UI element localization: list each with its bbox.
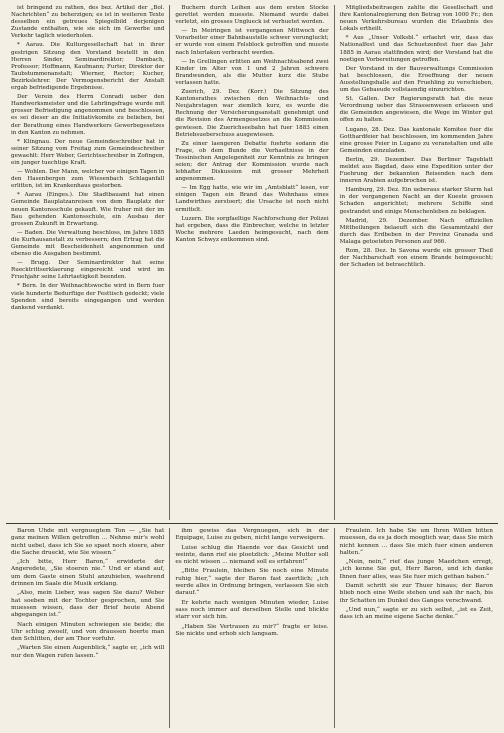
news-column-2 [169, 5, 333, 520]
news-column-3 [334, 5, 498, 520]
story-paragraph: ihm gewiss das Vergnuegen, sich in der Equipage, Luise zu geben, nicht lange verweigern. [175, 528, 329, 542]
news-columns [6, 5, 498, 520]
story-paragraph: Baron Uhde mit vergnuegtem Ton — „Sie hat ganz meinen Willen getroffen ... Nehme mir's wohl nicht uebel, dass ich Sie so spaet noch stoere, aber die Sache drueckt, wie Sie wissen.“ [11, 528, 165, 556]
news-paragraph: Zuerich, 29. Dez. (Korr.) Die Sitzung des Kantonsrathes zwischen den Weihnachts- und Neujahrstagen war ziemlich kurz, es wurde die Rechnung der Versicherungsanstalt genehmigt und die Revision des Armengesetzes an die Kommission gewiesen. Die Zuerichseebahn hat fuer 1883 einen Betriebsueberschuss ausgewiesen. [175, 89, 329, 138]
feuilleton-column-2 [169, 528, 333, 728]
story-paragraph: Fraulein. Ich habe Sie um Ihren Willen bitten muessen, da es ja doch moeglich war, dass Sie mich nicht kennen ... dass Sie mich fuer einen anderen halten.“ [339, 528, 493, 556]
story-paragraph: Luise schlug die Haende vor das Gesicht und weinte, dann rief sie ploetzlich: „Meine Mutter soll es nicht wissen ... niemand soll es erfahren!“ [175, 544, 329, 566]
news-column-1 [6, 5, 169, 520]
news-paragraph: — Im Egg hatte, wie wir im „Amtsblatt“ lesen, vor einigen Tagen ein Brand das Wohnhaus eines Landwirthes zerstoert; die Ursache ist noch nicht ermittelt. [175, 185, 329, 213]
news-paragraph: — Baden. Die Verwaltung beschloss, im Jahre 1885 die Kurhausanstalt zu verbessern; den Ertrag hat die Gemeinde mit Bescheidenheit angenommen und ebenso die Ausgaben bestimmt. [11, 229, 165, 258]
story-paragraph: „Also, mein Lieber, was sagen Sie dazu? Weber hat soeben mit der Tochter gesprochen, und Sie muessen wissen, dass der Brief heute Abend abgegangen ist.“ [11, 590, 165, 619]
story-paragraph: „Warten Sie einen Augenblick,“ sagte er, „ich will nur den Wagen rufen lassen.“ [11, 645, 165, 659]
feuilleton-column-3 [334, 528, 498, 728]
news-paragraph: Rom, 28. Dez. In Savona wurde ein grosser Theil der Nachbarschaft von einem Brande heimgesucht; der Schaden ist betraechtlich. [339, 248, 493, 269]
story-paragraph: „Bitte Fraulein, bleiben Sie noch eine Minute ruhig hier,“ sagte der Baron fast zaertlich; „ich werde alles in Ordnung bringen, verlassen Sie sich darauf.“ [175, 568, 329, 597]
feuilleton-column-1 [6, 528, 169, 728]
news-paragraph: Hamburg, 29. Dez. Ein ueberaus starker Sturm hat in der vergangenen Nacht an der Kueste grossen Schaden angerichtet; mehrere Schiffe sind gestrandet und einige Menschenleben zu beklagen. [339, 187, 493, 215]
news-paragraph: Mitgliedsbeitraegen zahlte die Gesellschaft und ihre Kantonalregierung den Betrag von 1000 Fr.; den neuen Verkehrsbureau wurden die Erlaubnis des Lokals ertheilt. [339, 5, 493, 33]
story-paragraph: Damit schritt sie zur Thuer hinaus; der Baron blieb noch eine Weile stehen und sah ihr nach, bis ihr Schatten im Dunkel des Ganges verschwand. [339, 583, 493, 604]
news-paragraph: * Aarau. Die Kulturgesellschaft hat in ihrer gestrigen Sitzung den Vorstand bestellt in den Herren Sinder, Seminardirektor; Dambach, Professor; Hoffmann, Kaufmann; Furter, Direktor der Taubstummenanstalt; Wierner, Rector; Kucher, Bezirkslehrer. Der Vermogensbericht der Anstalt ergab befriedigende Ergebnisse. [11, 42, 165, 92]
news-paragraph: Buchern durch Leihen aus dem ersten Stocke gerettet werden muesste. Niemand wurde dabei verletzt, ein grosses Unglueck ist verhuetet worden. [175, 5, 329, 26]
story-paragraph: „Nein, nein,“ rief das junge Maedchen erregt, „ich kenne Sie gut, Herr Baron, und ich danke Ihnen fuer alles, was Sie fuer mich gethan haben.“ [339, 559, 493, 580]
news-paragraph: Lugano, 28. Dez. Das kantonale Komitee fuer die Gotthardfeier hat beschlossen, im kommenden Jahre eine grosse Feier in Lugano zu veranstalten und alle Gemeinden einzuladen. [339, 126, 493, 154]
news-paragraph: Berlin, 29. Dezember. Das Berliner Tageblatt meldet aus Bagdad, dass eine Expedition unter der Fuehrung der bekannten Reisenden nach dem inneren Arabien aufgebrochen ist. [339, 156, 493, 185]
news-paragraph: * Aarau (Einges.). Die Stadtbauamt hat einen Gemeinde Bauplatzanreisen von dem Bauplatz der neuen Kantonsschule gekauft. Wie fruher mit der im Bau gehenden Kantonsschule, ein Ausbau der grossen Zukunft in Erwartung. [11, 192, 165, 227]
news-paragraph: ist bringend zu rathen, des bez. Artikel der „Bol. Nachrichten“ zu beherzigen; es ist in weiteren Texte desselben ein getreues Spiegelbild derjenigen Zustande enthalten, wie sie sich im Gewerbe und Verkehr taglich wiederholen. [11, 5, 165, 40]
feuilleton-divider [6, 523, 498, 524]
news-paragraph: * Aus „Unser Volksbl.“ erfaehrt wir, dass das Nationalfest und das Schuetzenfest fuer das Jahr 1885 in Aarau stattfinden wird; der Vorstand hat die noetigen Vorbereitungen getroffen. [339, 35, 493, 63]
news-paragraph: Der Vorstand in der Bauverwaltungs Commission hat beschlossen, die Eroeffnung der neuen Ausstellungshalle auf den Fruehling zu verschieben, um das Gebaeude vollstaendig einzurichten. [339, 65, 493, 94]
news-paragraph: Luzern. Die sorgfaeltige Nachforschung der Polizei hat ergeben, dass die Einbrecher, welche in letzter Woche mehrere Laeden heimgesucht, nach dem Kanton Schwyz entkommen sind. [175, 215, 329, 243]
news-paragraph: * Klingnau. Der neue Gemeindeschreiber hat in seiner Sitzung vom Freitag zum Gemeindeschreiber gewaehlt: Herr Weber, Gerichtsschreiber in Zofingen, ein junger tuechtige Kraft. [11, 138, 165, 166]
feuilleton-columns [6, 528, 498, 728]
news-paragraph: — In Meiringen ist vergangenen Mittwoch der Vorarbeiter einer Bahnbaustelle schwer verungluckt; er wurde von einem Felsblock getroffen und musste nach Interlaken verbracht werden. [175, 28, 329, 56]
news-paragraph: Der Verein des Herrn Conradi ueber den Handwerksmeister und die Lehrlingsfrage wurde mit grosser Befriedigung angenommen und beschlossen, es sei dieser an die Initiativkomite zu belieben, bei der Berathung eines Handwerkers Gewerbegesetzes in den Kanton zu nehmen. [11, 94, 165, 136]
story-paragraph: Er kehrte nach wenigen Minuten wieder, Luise sass noch immer auf derselben Stelle und blickte starr vor sich hin. [175, 599, 329, 621]
news-paragraph: — Wohlen. Der Mann, welcher vor einigen Tagen in den Hasenbergen zum Wiesenbach Schlaganfall erlitten, ist im Krankenhaus gestorben. [11, 169, 165, 190]
story-paragraph: Nach einigen Minuten schwiegen sie beide; die Uhr schlug zwoelf, und von draussen hoerte man den Schlitten, der am Thor vorfuhr. [11, 621, 165, 643]
news-paragraph: — In Grellingen erlitten am Weihnachtsabend zwei Kinder im Alter von 1 und 2 Jahren schwere Brandwunden, als die Mutter kurz die Stube verlassen hatte. [175, 58, 329, 86]
story-paragraph: „Und nun,“ sagte er zu sich selbst, „ist es Zeit, dass ich an meine eigene Sache denke.“ [339, 606, 493, 621]
news-paragraph: Madrid, 29. Dezember. Nach offiziellen Mittheilungen belaeuft sich die Gesammtzahl der durch das Erdbeben in der Provinz Granada und Malaga getoeteten Personen auf 966. [339, 217, 493, 245]
story-paragraph: „Haben Sie Vertrauen zu mir?“ fragte er leise. Sie nickte und erhob sich langsam. [175, 623, 329, 637]
news-paragraph: Zu einer laengeren Debatte fuehrte sodann die Frage, ob dem Bunde die Verhaeltnisse in der Tessinischen Angelegenheit zur Kenntnis zu bringen seien; der Antrag der Kommission wurde nach lebhafter Diskussion mit grosser Mehrheit angenommen. [175, 140, 329, 183]
news-paragraph: St. Gallen. Der Regierungsrath hat die neue Verordnung ueber das Strassenwesen erlassen und die Gemeinden angewiesen, die Wege im Winter gut offen zu halten. [339, 96, 493, 124]
story-paragraph: „Ich bitte, Herr Baron,“ erwiderte der Angeredete, „Sie stoeren nie.“ Und er stand auf, um dem Gaste einen Stuhl anzubieten, waehrend drinnen im Saale die Musik erklang. [11, 559, 165, 588]
news-paragraph: — Brugg. Der Seminardirektor hat seine Ruecktrittserklaerung eingereicht und wird im Fruehjahr seine Lehrtaetigkeit beenden. [11, 260, 165, 281]
news-paragraph: * Bern. In der Weihnachtswoche wird in Bern fuer viele hunderte Bedurftige der Festtisch gedeckt; viele Spenden sind bereits eingegangen und werden dankend verdankt. [11, 283, 165, 311]
